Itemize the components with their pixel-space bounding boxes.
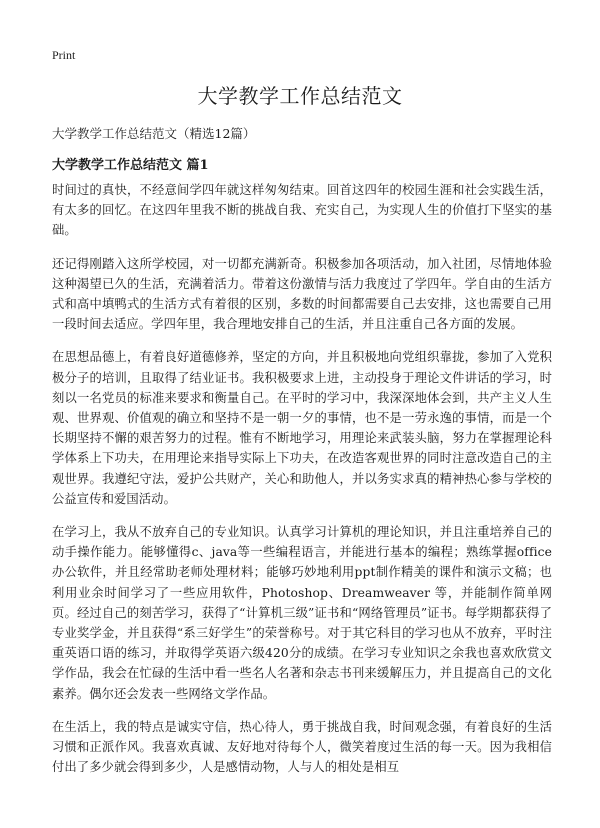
- section-heading: 大学教学工作总结范文 篇1: [52, 158, 209, 173]
- paragraph-4: 在学习上，我从不放弃自己的专业知识。认真学习计算机的理论知识，并且注重培养自己的动手操作能力。能够懂得c、java等一些编程语言，并能进行基本的编程；熟练掌握office 办公软件，并且经常助老师处理材料；能够巧妙地利用ppt制作精美的课件和演示文稿；也利用业余时间学习了一些应用软件，Photoshop、Dreamweaver 等，并能制作简单网页。经过自己的刻苦学习，获得了“计算机三级”证书和“网络管理员”证书。每学期都获得了专业奖学金，并且获得“系三好学生”的荣誉称号。对于其它科目的学习也从不放弃，平时注重英语口语的练习，并取得学英语六级420分的成绩。在学习专业知识之余我也喜欢欣赏文学作品，我会在忙碌的生活中看一些名人名著和杂志书刊来缓解压力，并且提高自己的文化素养。偶尔还会发表一些网络文学作品。: [52, 525, 552, 701]
- article-body: [52, 180, 552, 790]
- paragraph-2: 还记得刚踏入这所学校园，对一切都充满新奇。积极参加各项活动，加入社团，尽情地体验这种渴望已久的生活，充满着活力。带着这份激情与活力我度过了学四年。学自由的生活方式和高中填鸭式的生活方式有着很的区别，多数的时间都需要自己去安排，这也需要自己用一段时间去适应。学四年里，我合理地安排自己的生活，并且注重自己各方面的发展。: [52, 256, 552, 332]
- paragraph-5: 在生活上，我的特点是诚实守信，热心待人，勇于挑战自我，时间观念强，有着良好的生活习惯和正派作风。我喜欢真诚、友好地对待每个人，微笑着度过生活的每一天。因为我相信付出了多少就会得到多少，人是感情动物，人与人的相处是相互: [52, 719, 552, 775]
- paragraph-3: 在思想品德上，有着良好道德修养，坚定的方向，并且积极地向党组织靠拢，参加了入党积极分子的培训，且取得了结业证书。我积极要求上进，主动投身于理论文件讲话的学习，时刻以一名党员的标准来要求和衡量自己。在平时的学习中，我深深地体会到，共产主义人生观、世界观、价值观的确立和坚持不是一朝一夕的事情，也不是一劳永逸的事情，而是一个长期坚持不懈的艰苦努力的过程。惟有不断地学习，用理论来武装头脑，努力在掌握理论科学体系上下功夫，在用理论来指导实际上下功夫，在改造客观世界的同时注意改造自己的主观世界。我遵纪守法，爱护公共财产，关心和助他人，并以务实求真的精神热心参与学校的公益宣传和爱国活动。: [52, 350, 552, 506]
- document-subtitle: 大学教学工作总结范文（精选12篇）: [52, 126, 256, 141]
- print-link[interactable]: Print: [52, 48, 76, 62]
- page-title: 大学教学工作总结范文: [197, 84, 403, 108]
- paragraph-1: 时间过的真快，不经意间学四年就这样匆匆结束。回首这四年的校园生涯和社会实践生活，有太多的回忆。在这四年里我不断的挑战自我、充实自己，为实现人生的价值打下坚实的基础。: [52, 183, 552, 238]
